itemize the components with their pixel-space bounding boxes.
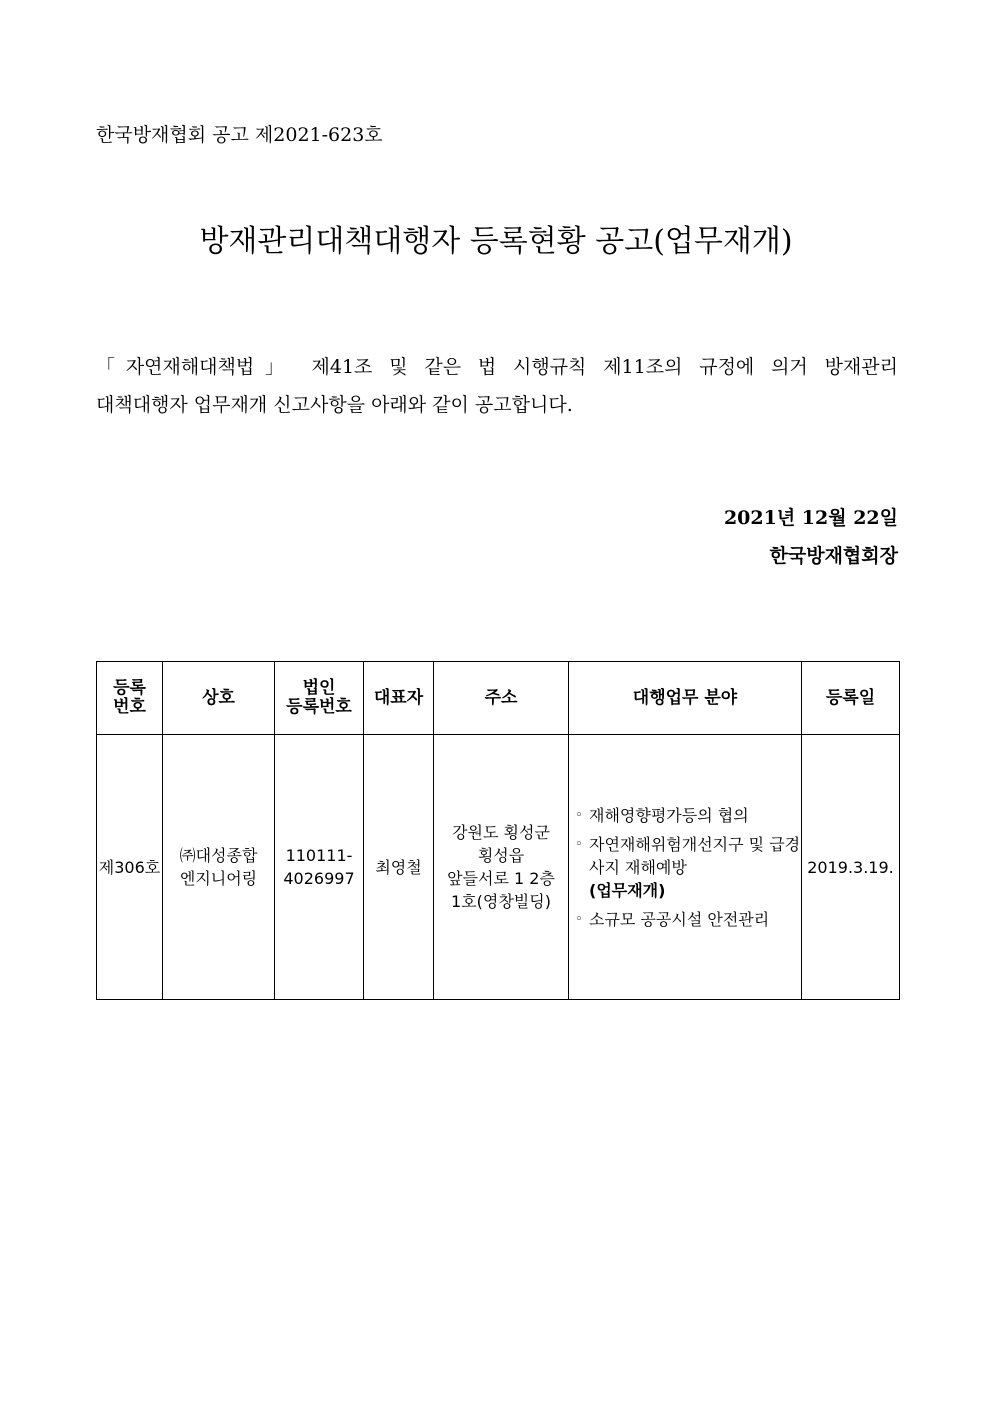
notice-number: 한국방재협회 공고 제2021-623호 [96,124,383,146]
company-name-line-1: ㈜대성종합 [179,846,258,865]
address-line-1: 강원도 횡성군 [452,823,550,842]
cell-reg-date: 2019.3.19. [802,735,900,1000]
col-header-reg-no-line-2: 번호 [113,697,146,717]
address-line-3: 앞들서로 1 2층 [447,869,555,888]
col-header-company: 상호 [163,662,275,735]
col-header-corp-reg-no [275,662,364,735]
notice-body-line-2: 대책대행자 업무재개 신고사항을 아래와 같이 공고합니다. [96,394,573,416]
col-header-representative: 대표자 [364,662,434,735]
bullet-dot-icon: ◦ [575,911,583,927]
table-header-row [97,662,900,735]
table-row [97,735,900,1000]
list-item [575,804,801,827]
col-header-reg-no [97,662,163,735]
document-title: 방재관리대책대행자 등록현황 공고(업무재개) [199,224,793,259]
list-item [575,908,801,931]
notice-date: 2021년 12월 22일 [723,507,898,529]
cell-fields [569,735,802,1000]
corp-reg-no-line-2: 4026997 [283,869,355,888]
col-header-reg-no-line-1: 등록 [113,678,146,698]
address-line-2: 횡성읍 [477,846,525,865]
resumed-note: (업무재개) [589,880,666,900]
cell-address [434,735,569,1000]
field-item-text: 재해영향평가등의 협의 [589,805,749,825]
bullet-dot-icon: ◦ [575,807,583,823]
cell-representative: 최영철 [364,735,434,1000]
field-item-text: 소규모 공공시설 안전관리 [589,909,770,929]
field-item-group [589,833,801,902]
col-header-address: 주소 [434,662,569,735]
cell-corp-reg-no [275,735,364,1000]
cell-company [163,735,275,1000]
corp-reg-no-line-1: 110111- [285,846,353,865]
col-header-reg-date: 등록일 [802,662,900,735]
company-name-line-2: 엔지니어링 [179,869,258,888]
address-line-4: 1호(영창빌딩) [451,892,551,911]
notice-body [96,348,898,424]
col-header-corp-reg-no-line-2: 등록번호 [286,697,352,717]
notice-body-line-1: 「자연재해대책법」 제41조 및 같은 법 시행규칙 제11조의 규정에 의거 방재관리 [96,356,898,378]
cell-reg-no: 제306호 [97,735,163,1000]
field-item-text: 자연재해위험개선지구 및 급경사지 재해예방 [589,834,801,877]
col-header-corp-reg-no-line-1: 법인 [302,678,336,698]
issuer-name: 한국방재협회장 [769,545,898,567]
list-item [575,833,801,902]
bullet-dot-icon: ◦ [575,836,583,852]
col-header-fields: 대행업무 분야 [569,662,802,735]
registry-table [96,661,900,1000]
